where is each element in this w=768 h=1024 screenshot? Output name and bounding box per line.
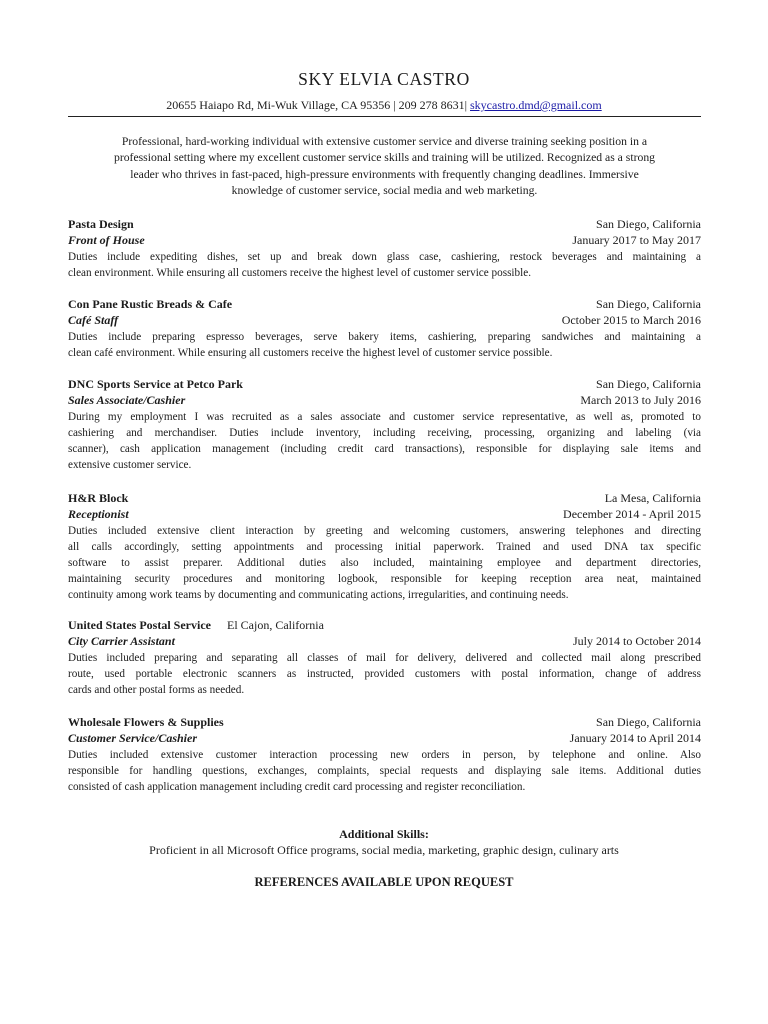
- summary-line: professional setting where my excellent customer service skills and training will be utilized. Recognized as a strong: [113, 151, 656, 165]
- description-line: cashiering and merchandiser. Duties include inventory, including receiving, processing, organizing and labeling (via: [68, 426, 701, 439]
- description-line: Duties included preparing and separating all classes of mail for delivery, delivered and collected mail along prescribed: [68, 651, 701, 664]
- description-line: cards and other postal forms as needed.: [68, 683, 245, 696]
- description-line: extensive customer service.: [68, 458, 192, 471]
- contact-details: 20655 Haiapo Rd, Mi-Wuk Village, CA 95356 | 209 278 8631|: [166, 98, 470, 112]
- job-description: [68, 249, 701, 281]
- summary-line: leader who thrives in fast-paced, high-pressure environments with frequently changing deadlines. Immersive: [130, 167, 639, 181]
- job-location: San Diego, California: [596, 297, 701, 311]
- job-description: [68, 329, 701, 361]
- header-divider: [68, 116, 701, 117]
- job-title: Customer Service/Cashier: [68, 731, 198, 746]
- description-line: continuity among work teams by documenting and communicating actions, irregularities, and continuing needs.: [68, 588, 569, 601]
- job-description: [68, 523, 701, 603]
- contact-line: [0, 97, 768, 113]
- company-name: Con Pane Rustic Breads & Cafe: [68, 297, 233, 311]
- company-name: Pasta Design: [68, 217, 134, 231]
- job-title: Receptionist: [68, 507, 129, 522]
- description-line: consisted of cash application management including credit card processing and register reconciliation.: [68, 780, 526, 793]
- description-line: maintaining security procedures and monitoring logbook, responsible for keeping reception area neat, maintained: [68, 572, 701, 585]
- skills-text: Proficient in all Microsoft Office programs, social media, marketing, graphic design, culinary arts: [149, 843, 619, 857]
- description-line: Duties include preparing espresso beverages, serve bakery items, cashiering, preparing sandwiches and maintaining a: [68, 330, 701, 343]
- job-entry: [68, 376, 701, 473]
- job-entry: [68, 296, 701, 361]
- company-name: United States Postal Service: [68, 618, 211, 632]
- description-line: clean environment. While ensuring all customers receive the highest level of customer service possible.: [68, 266, 531, 279]
- job-location: San Diego, California: [596, 715, 701, 729]
- job-title: Front of House: [68, 233, 145, 248]
- job-description: [68, 650, 701, 698]
- job-entry: [68, 714, 701, 795]
- summary-line: Professional, hard-working individual with extensive customer service and diverse training seeking position in a: [121, 135, 648, 148]
- job-title: City Carrier Assistant: [68, 634, 175, 649]
- description-line: scanner), cash application management (including credit card transactions), responsible for displaying sale items and: [68, 442, 701, 455]
- skills-heading: Additional Skills:: [339, 827, 429, 841]
- description-line: software to assist preparer. Additional duties also included, maintaining employee and department directories,: [68, 556, 701, 569]
- job-entry: [68, 216, 701, 281]
- job-title: Sales Associate/Cashier: [68, 393, 186, 408]
- applicant-name: SKY ELVIA CASTRO: [298, 69, 470, 89]
- job-entry: [68, 490, 701, 603]
- job-location: La Mesa, California: [604, 491, 701, 505]
- description-line: Duties include expediting dishes, set up and break down glass case, cashiering, restock beverages and maintaining a: [68, 250, 701, 263]
- references-note: REFERENCES AVAILABLE UPON REQUEST: [254, 875, 514, 889]
- job-dates: March 2013 to July 2016: [580, 393, 701, 408]
- company-name: Wholesale Flowers & Supplies: [68, 715, 224, 729]
- description-line: During my employment I was recruited as a sales associate and customer service representative, as well as, promoted to: [68, 410, 701, 423]
- job-entry: [68, 617, 701, 698]
- description-line: route, used portable electronic scanners as instructed, provided customers with postal information, change of address: [68, 667, 701, 680]
- job-location: San Diego, California: [596, 217, 701, 231]
- company-name: H&R Block: [68, 491, 129, 505]
- description-line: clean café environment. While ensuring all customers receive the highest level of customer service possible.: [68, 346, 553, 359]
- description-line: responsible for handling questions, exchanges, complaints, special requests and displaying sale items. Additional duties: [68, 764, 701, 777]
- company-name: DNC Sports Service at Petco Park: [68, 377, 243, 391]
- job-description: [68, 409, 701, 473]
- email-link[interactable]: skycastro.dmd@gmail.com: [470, 98, 602, 112]
- job-location: San Diego, California: [596, 377, 701, 391]
- job-dates: October 2015 to March 2016: [561, 313, 701, 328]
- description-line: Duties included extensive customer interaction processing new orders in person, by telephone and online. Also: [68, 748, 701, 761]
- summary-paragraph: [68, 134, 701, 199]
- summary-line: knowledge of customer service, social media and web marketing.: [231, 183, 538, 197]
- description-line: all calls accordingly, setting appointments and processing initial paperwork. Trained and used DNA tax specific: [68, 540, 701, 553]
- job-location: El Cajon, California: [226, 618, 324, 632]
- job-dates: July 2014 to October 2014: [573, 634, 701, 649]
- job-dates: December 2014 - April 2015: [563, 507, 701, 522]
- job-dates: January 2017 to May 2017: [572, 233, 701, 248]
- job-dates: January 2014 to April 2014: [569, 731, 701, 746]
- description-line: Duties included extensive client interaction by greeting and welcoming customers, answering telephones and directing: [68, 524, 701, 537]
- job-title: Café Staff: [68, 313, 119, 328]
- job-description: [68, 747, 701, 795]
